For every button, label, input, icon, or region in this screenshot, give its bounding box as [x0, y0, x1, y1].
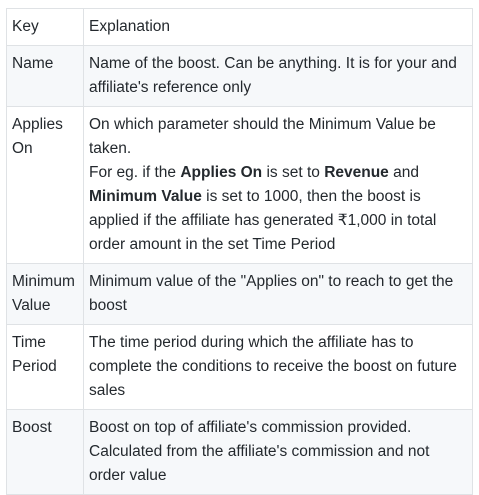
row-key: Name [7, 46, 84, 107]
bold-term-revenue: Revenue [324, 164, 389, 181]
header-key: Key [7, 9, 84, 46]
bold-term-minimum-value: Minimum Value [89, 188, 202, 205]
table-row-applies-on [7, 107, 473, 264]
table-row-name [7, 46, 473, 107]
text-segment: and [388, 164, 419, 181]
row-explanation: The time period during which the affiliate has to complete the conditions to receive the boost on future sales [84, 325, 473, 410]
explanation-line-2 [89, 161, 467, 257]
table-row-minimum-value [7, 264, 473, 325]
row-key: Boost [7, 410, 84, 495]
row-key: Minimum Value [7, 264, 84, 325]
text-segment: For eg. if the [89, 164, 181, 181]
boost-fields-table [6, 8, 473, 495]
row-explanation [84, 107, 473, 264]
header-row [7, 9, 473, 46]
table-body [7, 46, 473, 495]
row-explanation: Minimum value of the "Applies on" to reach to get the boost [84, 264, 473, 325]
boost-fields-table-container [6, 8, 473, 495]
text-segment: is set to 1000, then the boost is applied if the affiliate has generated ₹1,000 in total order amount in the set Time Period [89, 188, 437, 253]
table-header [7, 9, 473, 46]
row-explanation: Name of the boost. Can be anything. It is for your and affiliate's reference only [84, 46, 473, 107]
explanation-line-1: On which parameter should the Minimum Value be taken. [89, 116, 436, 157]
bold-term-applies-on: Applies On [180, 164, 263, 181]
row-explanation: Boost on top of affiliate's commission provided. Calculated from the affiliate's commission and not order value [84, 410, 473, 495]
row-key: Applies On [7, 107, 84, 264]
table-row-boost [7, 410, 473, 495]
text-segment: is set to [262, 164, 325, 181]
table-row-time-period [7, 325, 473, 410]
row-key: Time Period [7, 325, 84, 410]
header-explanation: Explanation [84, 9, 473, 46]
